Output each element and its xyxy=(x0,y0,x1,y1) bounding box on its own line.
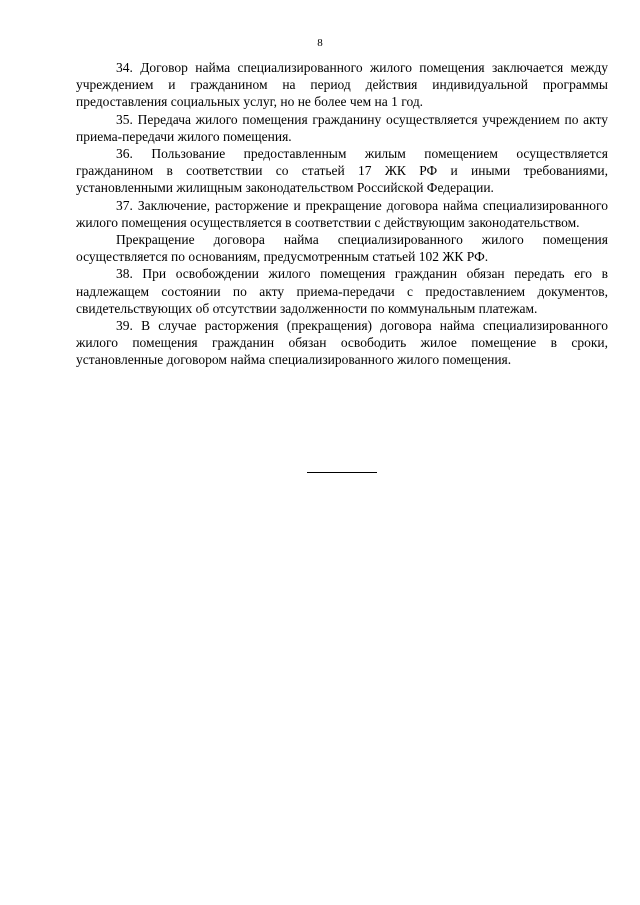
paragraph-37: 37. Заключение, расторжение и прекращение договора найма специализированного жилого помещения осуществляется в соответствии с действующим законодательством. xyxy=(76,197,608,230)
paragraph-39: 39. В случае расторжения (прекращения) договора найма специализированного жилого помещения гражданин обязан освободить жилое помещение в сроки, установленные договором найма специализированного жилого помещения. xyxy=(76,318,608,368)
paragraph-34: 34. Договор найма специализированного жилого помещения заключается между учреждением и гражданином на период действия индивидуальной программы предоставления социальных услуг, но не более чем на 1 год. xyxy=(76,60,608,110)
document-body xyxy=(76,59,608,369)
paragraph-37-termination: Прекращение договора найма специализированного жилого помещения осуществляется по основаниям, предусмотренным статьей 102 ЖК РФ. xyxy=(76,232,608,265)
end-of-document-rule xyxy=(307,472,377,473)
paragraph-36: 36. Пользование предоставленным жилым помещением осуществляется гражданином в соответствии со статьей 17 ЖК РФ и иными требованиями, установленными жилищным законодательством Российской Федерации. xyxy=(76,146,608,196)
paragraph-35: 35. Передача жилого помещения гражданину осуществляется учреждением по акту приема-передачи жилого помещения. xyxy=(76,111,608,144)
page-number: 8 xyxy=(317,37,323,49)
paragraph-38: 38. При освобождении жилого помещения гражданин обязан передать его в надлежащем состоянии по акту приема-передачи с предоставлением документов, свидетельствующих об отсутствии задолженности по коммунальным платежам. xyxy=(76,266,608,316)
